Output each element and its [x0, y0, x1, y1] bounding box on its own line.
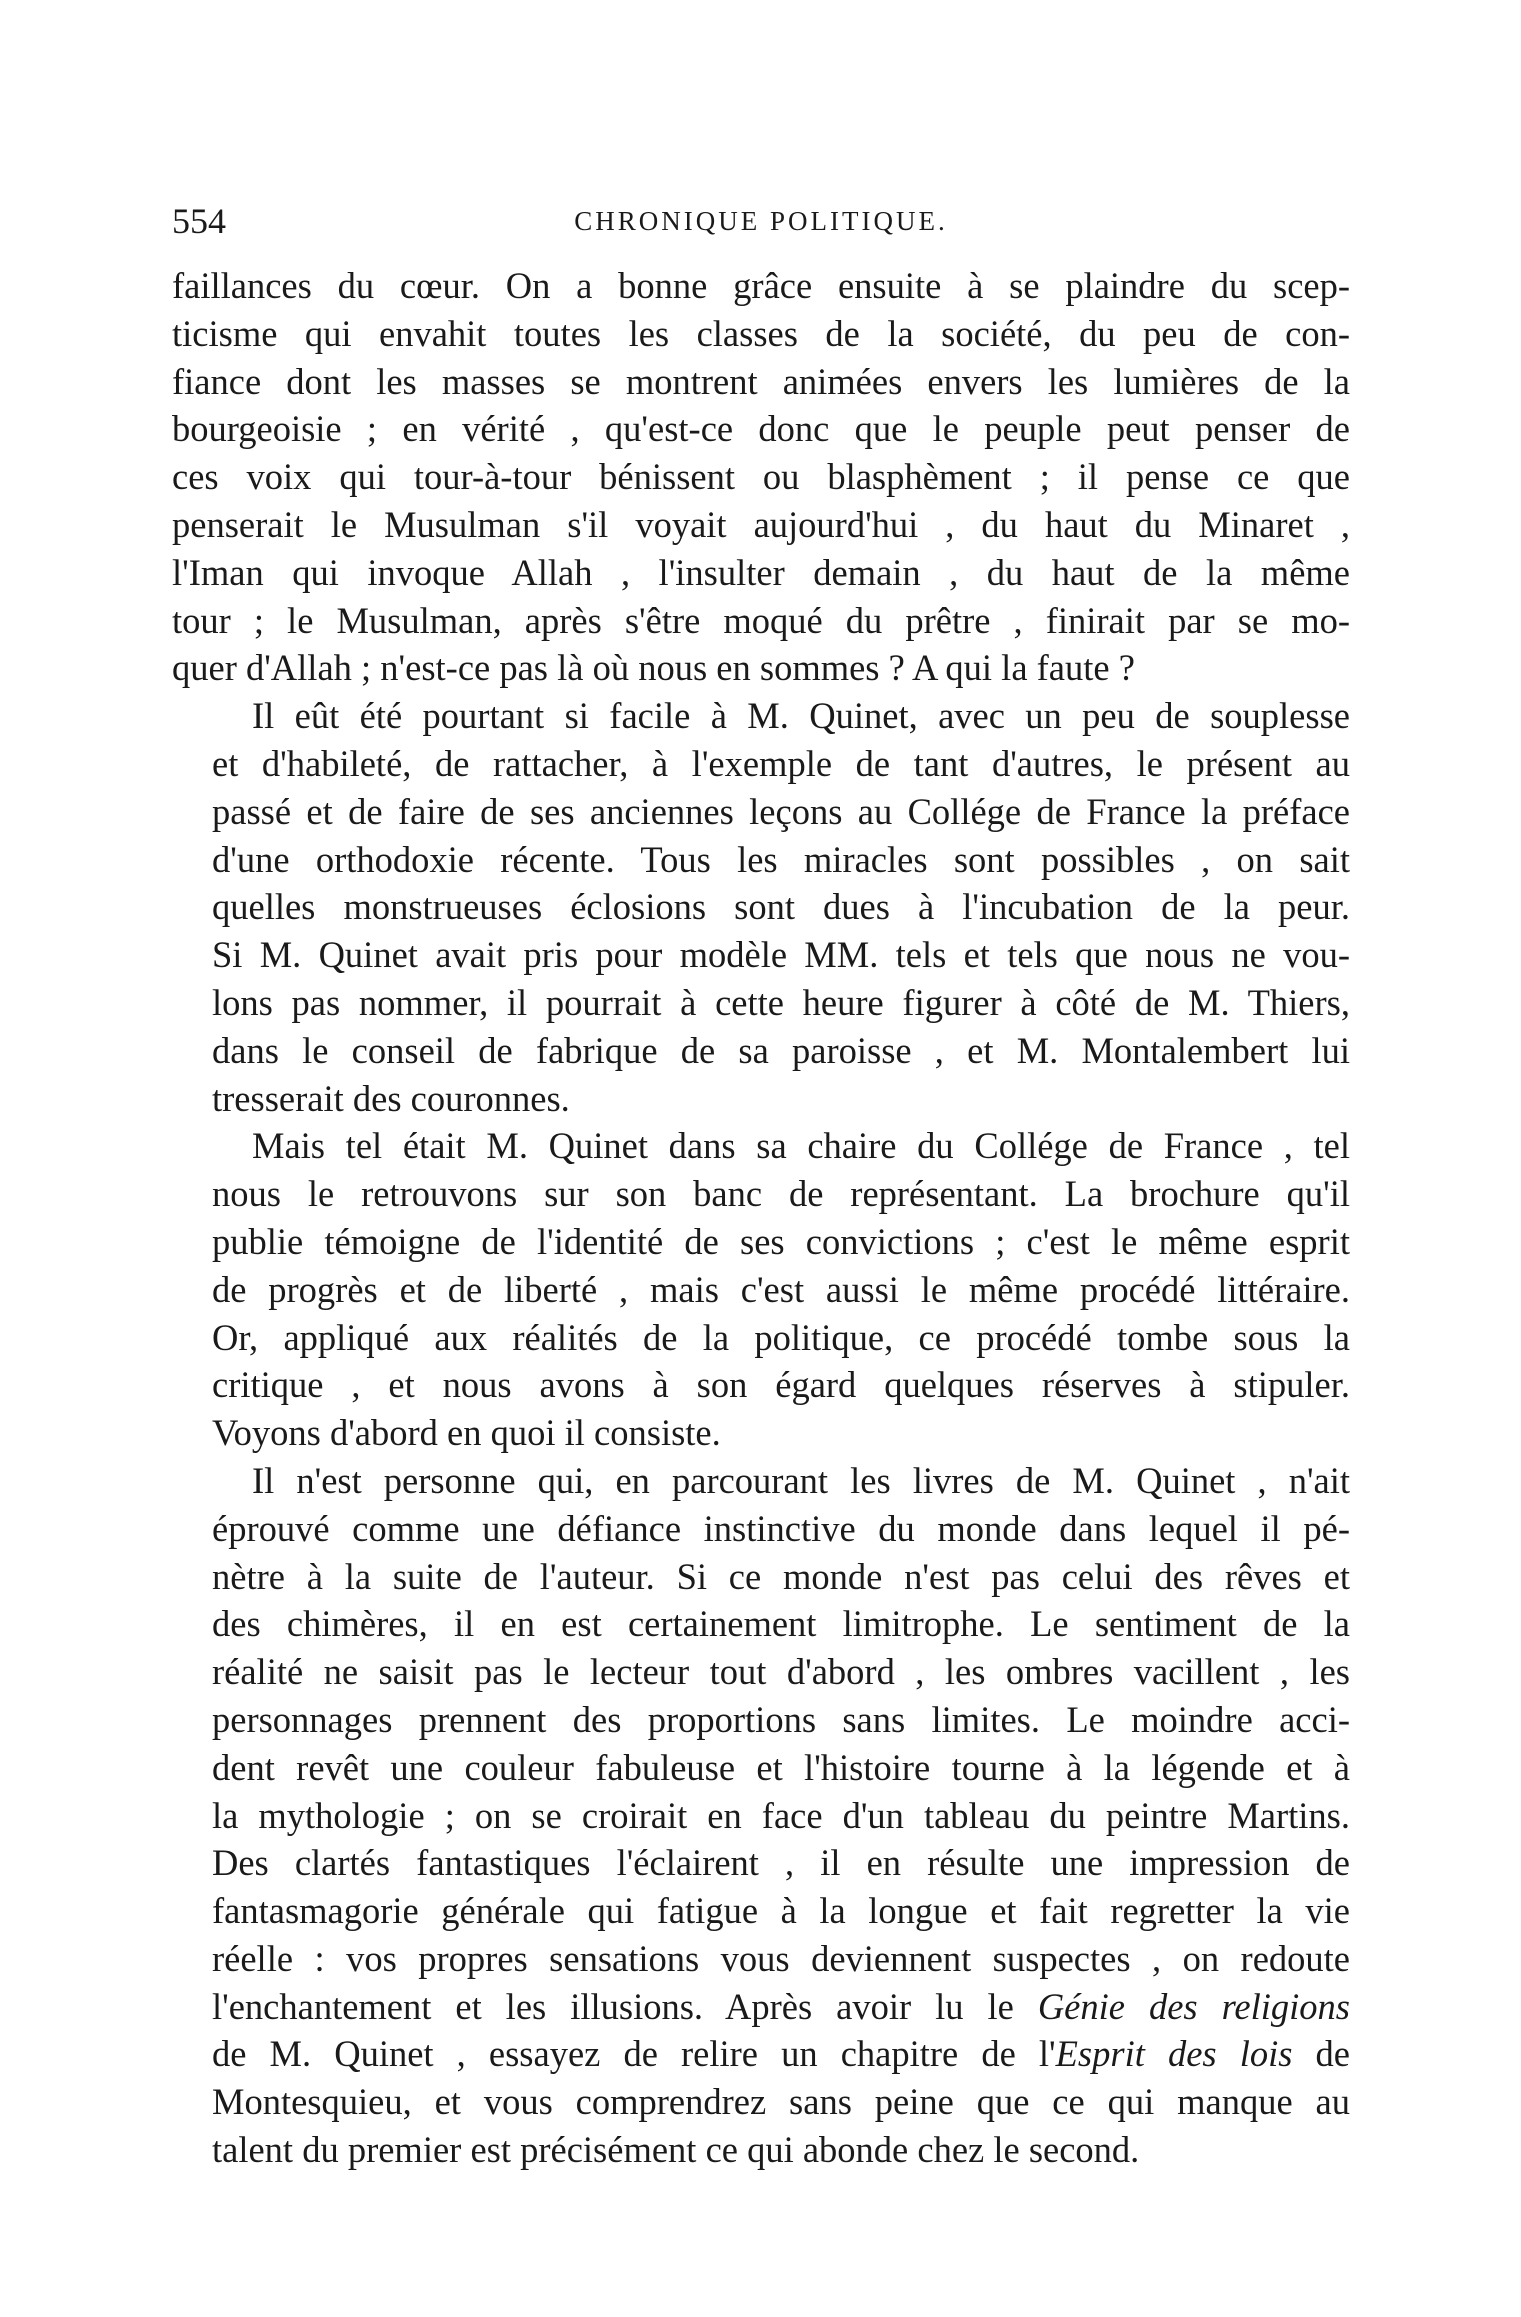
- text-line: [172, 1935, 1350, 1983]
- text-line: [172, 453, 1350, 501]
- line-text: tresserait des couronnes.: [212, 1077, 570, 1119]
- line-text: quelles monstrueuses éclosions sont dues à l'incubation de la peur.: [212, 886, 1350, 928]
- line-text: fiance dont les masses se montrent animées envers les lumières de la: [172, 360, 1350, 402]
- line-text: fantasmagorie générale qui fatigue à la longue et fait regretter la vie: [212, 1890, 1350, 1932]
- line-text: publie témoigne de l'identité de ses convictions ; c'est le même esprit: [212, 1220, 1350, 1262]
- running-title: CHRONIQUE POLITIQUE.: [574, 206, 948, 236]
- line-text: Il n'est personne qui, en parcourant les livres de M. Quinet , n'ait: [252, 1459, 1350, 1501]
- text-line: [172, 740, 1350, 788]
- text-line: [172, 1122, 1350, 1170]
- line-text: dans le conseil de fabrique de sa paroisse , et M. Montalembert lui: [212, 1029, 1350, 1071]
- text-line: [172, 1600, 1350, 1648]
- line-text: réalité ne saisit pas le lecteur tout d'abord , les ombres vacillent , les: [212, 1651, 1350, 1693]
- line-text: éprouvé comme une défiance instinctive du monde dans lequel il pé-: [212, 1507, 1350, 1549]
- text-line: [172, 1648, 1350, 1696]
- paragraph: [172, 692, 1350, 1122]
- text-line: [172, 1027, 1350, 1075]
- line-text: Mais tel était M. Quinet dans sa chaire du Collége de France , tel: [252, 1125, 1350, 1167]
- text-line: [172, 310, 1350, 358]
- page-number: 554: [172, 201, 226, 241]
- text-line: [172, 788, 1350, 836]
- line-text: Voyons d'abord en quoi il consiste.: [212, 1412, 721, 1454]
- text-line: [172, 405, 1350, 453]
- line-text: quer d'Allah ; n'est-ce pas là où nous en sommes ? A qui la faute ?: [172, 647, 1135, 689]
- line-text: Si M. Quinet avait pris pour modèle MM. tels et tels que nous ne vou-: [212, 934, 1350, 976]
- text-line: [172, 1075, 1350, 1123]
- text-line: [172, 1266, 1350, 1314]
- text-line: [172, 1409, 1350, 1457]
- text-line: [172, 1170, 1350, 1218]
- text-line: [172, 1696, 1350, 1744]
- line-text: penserait le Musulman s'il voyait aujourd'hui , du haut du Minaret ,: [172, 503, 1350, 545]
- line-text: de: [1292, 2033, 1350, 2075]
- text-line: [172, 1361, 1350, 1409]
- text-line: [172, 1218, 1350, 1266]
- line-text: Montesquieu, et vous comprendrez sans peine que ce qui manque au: [212, 2081, 1350, 2123]
- text-line: [172, 836, 1350, 884]
- paragraph: [172, 1122, 1350, 1457]
- line-text: faillances du cœur. On a bonne grâce ensuite à se plaindre du scep-: [172, 265, 1350, 306]
- text-line: [172, 549, 1350, 597]
- text-line: [172, 2030, 1350, 2078]
- line-text: Or, appliqué aux réalités de la politique, ce procédé tombe sous la: [212, 1316, 1350, 1358]
- text-line: [172, 358, 1350, 406]
- paragraph: [172, 1457, 1350, 2174]
- italic-title: Génie des religions: [1037, 1985, 1351, 2027]
- line-text: tour ; le Musulman, après s'être moqué du prêtre , finirait par se mo-: [172, 599, 1350, 641]
- line-text: de M. Quinet , essayez de relire un chapitre de l': [212, 2033, 1056, 2075]
- text-line: [172, 1505, 1350, 1553]
- text-line: [172, 1839, 1350, 1887]
- text-line: [172, 692, 1350, 740]
- body-text: [172, 262, 1350, 2174]
- text-line: [172, 883, 1350, 931]
- line-text: lons pas nommer, il pourrait à cette heure figurer à côté de M. Thiers,: [212, 981, 1350, 1023]
- line-text: et d'habileté, de rattacher, à l'exemple de tant d'autres, le présent au: [212, 742, 1350, 784]
- paragraph: [172, 262, 1350, 692]
- text-line: [172, 931, 1350, 979]
- line-text: des chimères, il en est certainement limitrophe. Le sentiment de la: [212, 1603, 1350, 1645]
- line-text: de progrès et de liberté , mais c'est aussi le même procédé littéraire.: [212, 1268, 1350, 1310]
- text-line: [172, 2078, 1350, 2126]
- line-text: bourgeoisie ; en vérité , qu'est-ce donc que le peuple peut penser de: [172, 408, 1350, 450]
- line-text: critique , et nous avons à son égard quelques réserves à stipuler.: [212, 1364, 1350, 1406]
- text-line: [172, 2126, 1350, 2174]
- line-text: ces voix qui tour-à-tour bénissent ou blasphèment ; il pense ce que: [172, 456, 1350, 498]
- line-text: Il eût été pourtant si facile à M. Quinet, avec un peu de souplesse: [252, 695, 1350, 737]
- line-text: passé et de faire de ses anciennes leçons au Collége de France la préface: [212, 790, 1350, 832]
- text-line: [172, 1792, 1350, 1840]
- text-line: [172, 979, 1350, 1027]
- text-line: [172, 1887, 1350, 1935]
- text-line: [172, 597, 1350, 645]
- text-line: [172, 501, 1350, 549]
- text-line: [172, 1553, 1350, 1601]
- line-text: la mythologie ; on se croirait en face d'un tableau du peintre Martins.: [212, 1794, 1350, 1836]
- line-text: talent du premier est précisément ce qui abonde chez le second.: [212, 2129, 1140, 2171]
- line-text: dent revêt une couleur fabuleuse et l'histoire tourne à la légende et à: [212, 1746, 1350, 1788]
- line-text: personnages prennent des proportions sans limites. Le moindre acci-: [212, 1698, 1350, 1740]
- line-text: Des clartés fantastiques l'éclairent , il en résulte une impression de: [212, 1842, 1350, 1884]
- line-text: d'une orthodoxie récente. Tous les miracles sont possibles , on sait: [212, 838, 1350, 880]
- italic-title: Esprit des lois: [1055, 2033, 1293, 2075]
- line-text: réelle : vos propres sensations vous deviennent suspectes , on redoute: [212, 1937, 1350, 1979]
- line-text: nètre à la suite de l'auteur. Si ce monde n'est pas celui des rêves et: [212, 1555, 1350, 1597]
- text-line: [172, 1983, 1350, 2031]
- text-line: [172, 262, 1350, 310]
- line-text: ticisme qui envahit toutes les classes de la société, du peu de con-: [172, 312, 1350, 354]
- line-text: nous le retrouvons sur son banc de représentant. La brochure qu'il: [212, 1173, 1350, 1215]
- text-line: [172, 1744, 1350, 1792]
- line-text: l'enchantement et les illusions. Après avoir lu le: [212, 1985, 1014, 2027]
- text-line: [172, 1314, 1350, 1362]
- text-line: [172, 1457, 1350, 1505]
- text-line: [172, 644, 1350, 692]
- line-text: l'Iman qui invoque Allah , l'insulter demain , du haut de la même: [172, 551, 1350, 593]
- running-head: [172, 196, 1350, 246]
